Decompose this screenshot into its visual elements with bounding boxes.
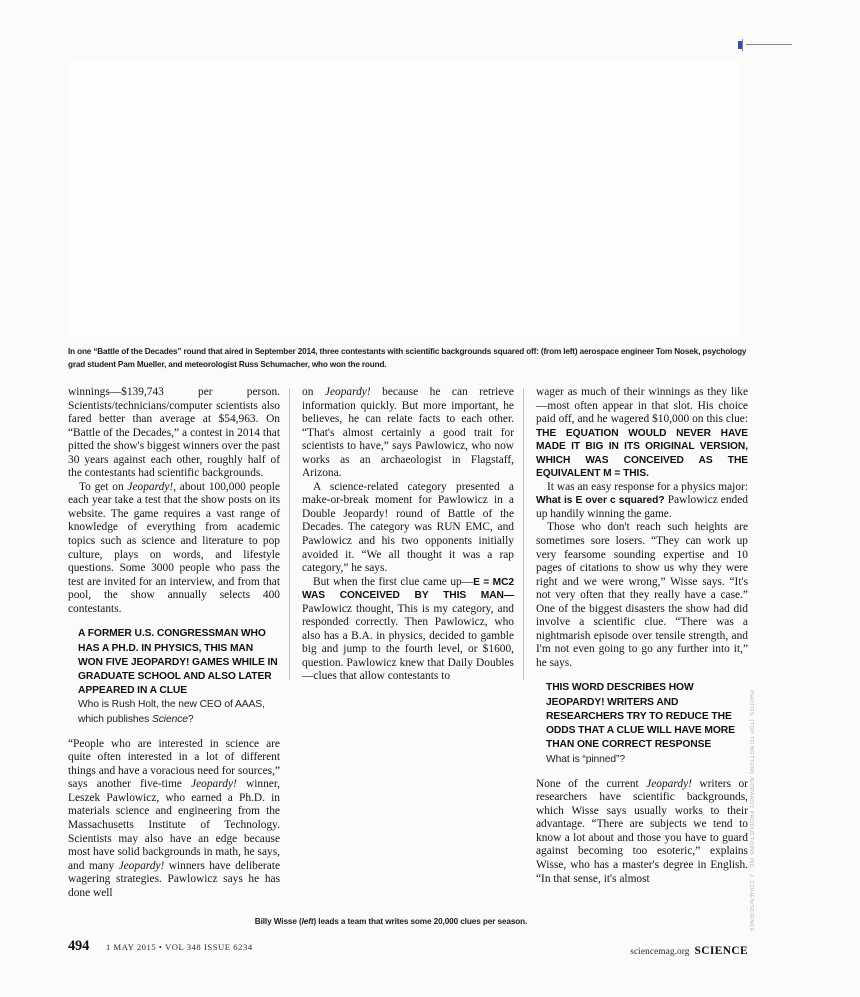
paragraph-text: None of the current	[536, 777, 647, 790]
paragraph-text: Pawlowicz ended up handily winning the game.	[536, 494, 748, 520]
clue-question: A FORMER U.S. CONGRESSMAN WHO HAS A PH.D. IN PHYSICS, THIS MAN WON FIVE JEOPARDY! GAMES WHILE IN GRADUATE SCHOOL AND ALSO LATER APPEARED IN A CLUE	[78, 628, 278, 697]
paragraph-text: winnings—$139,743 per person. Scientists/technicians/computer scientists also fared better than average at $54,963. On “Battle of the Decades,” a contest in 2014 that pitted the show's biggest winners over the past 30 years against each other, roughly half of the contestants had scientific backgrounds.	[68, 386, 280, 480]
show-title-italic: Jeopardy!	[646, 777, 692, 790]
website-url: sciencemag.org	[630, 947, 690, 957]
journal-title-italic: Science	[151, 713, 188, 725]
clue-question: THIS WORD DESCRIBES HOW JEOPARDY! WRITERS AND RESEARCHERS TRY TO REDUCE THE ODDS THAT A CLUE WILL HAVE MORE THAN ONE CORRECT RESPONSE	[546, 682, 735, 751]
paragraph-text: winners have deliberate wagering strategies. Pawlowicz says he has done well	[68, 859, 280, 899]
caption-text: Billy Wisse (	[254, 917, 302, 926]
footer-brand-group	[630, 941, 748, 959]
clue-answer: What is “pinned”?	[546, 753, 625, 765]
paragraph	[536, 386, 748, 481]
paragraph-text: wager as much of their winnings as they like—most often appear in that slot. His choice paid off, and he wagered $10,000 on this clue:	[536, 386, 748, 426]
text-column-3	[536, 386, 748, 886]
inline-answer-text: What is E over c squared?	[536, 495, 665, 507]
paragraph: A science-related category presented a make-or-break moment for Pawlowicz in a Double Jeopardy! round of Battle of the Decades. The category was RUN EMC, and Pawlowicz and his two opponents initially avoided it. “We all thought it was a rap category,” he says.	[302, 480, 514, 575]
inline-clue-text: THE EQUATION WOULD NEVER HAVE MADE IT BIG IN ITS ORIGINAL VERSION, WHICH WAS CONCEIVED AS THE EQUIVALENT M = THIS.	[536, 427, 748, 480]
paragraph-text: It was an easy response for a physics major:	[547, 480, 748, 493]
paragraph	[68, 386, 280, 481]
article-body	[68, 386, 748, 926]
text-column-2	[302, 386, 514, 684]
caption-text: ) leads a team that writes some 20,000 clues per season.	[313, 917, 528, 926]
page-footer	[68, 938, 748, 958]
paragraph	[68, 481, 280, 616]
inline-clue-text: E = MC2 WAS CONCEIVED BY THIS MAN—	[302, 576, 514, 602]
annotation-handle	[738, 41, 743, 49]
clue-box-1	[68, 627, 280, 726]
annotation-line	[746, 44, 792, 45]
paragraph-text: To get on	[79, 480, 128, 493]
issue-line: 1 MAY 2015 • VOL 348 ISSUE 6234	[106, 942, 253, 952]
paragraph	[302, 576, 514, 684]
photo-credit: PHOTOS: (TOP TO BOTTOM) JEOPARDY PRODUCTIONS INC.; J. COHEN/SCIENCE	[748, 690, 754, 933]
caption-italic: left	[301, 917, 314, 926]
paragraph-text: winner, Leszek Pawlowicz, who earned a Ph.D. in materials science and engineering from the Massachusetts Institute of Technology. Scientists may also have an edge because most have solid backgrounds in math, he says, and many	[68, 778, 281, 872]
paragraph-text: , about 100,000 people each year take a test that the show posts on its website. The game requires a vast range of knowledge of everything from academic topics such as science and literature to pop culture, plays on words, and lifestyle questions. Some 3000 people who pass the test are invited for an interview, and from that pool, the show annually selects 400 contestants.	[68, 480, 280, 615]
show-title-italic: Jeopardy!	[118, 859, 165, 872]
show-title-italic: Jeopardy!	[127, 480, 174, 493]
bottom-photo-caption	[226, 916, 556, 928]
text-column-1	[68, 386, 280, 900]
show-title-italic: Jeopardy!	[191, 778, 237, 791]
show-title-italic: Jeopardy!	[324, 386, 371, 398]
magazine-brand: SCIENCE	[694, 945, 748, 957]
column-divider-1	[289, 388, 290, 680]
paragraph-text: because he can retrieve information quickly. But more important, he believes, he can relate facts to each other. “That's almost certainly a good trait for scientists to have,” says Pawlowicz, who now works as an archaeologist in Flagstaff, Arizona.	[302, 386, 514, 480]
paragraph-text: writers or researchers have scientific backgrounds, which Wisse says usually works to their advantage. “There are subjects we tend to know a lot about and those you have to guard against becoming too esoteric,” explains Wisse, who has a master's degree in English. “In that sense, it's almost	[536, 777, 748, 885]
top-photo-caption: In one “Battle of the Decades” round that aired in September 2014, three contestants with scientific backgrounds squared off: (from left) aerospace engineer Tom Nosek, psychology grad student Pam Mueller, and meteorologist Russ Schumacher, who won the round.	[68, 347, 747, 370]
clue-answer-text: ?	[187, 713, 194, 725]
clue-answer-text: Who is Rush Holt, the new CEO of AAAS, which publishes	[78, 699, 265, 725]
paragraph-text: But when the first clue came up—	[313, 575, 474, 588]
paragraph-text: “People who are interested in science are quite often interested in a lot of different things and have a voracious need for sources,” says another five-time	[68, 737, 280, 791]
paragraph-text: on	[302, 386, 325, 398]
paragraph: Those who don't reach such heights are sometimes sore losers. “They can work up very fearsome sounding expertise and 10 pages of citations to show us why they were right and we were wrong,” Wisse says. “It's not very often that they really have a case.” One of the biggest disasters the show had did involve a scientific clue. “There was a nightmarish episode over tensile strength, and I'm not even going to go any further into it,” he says.	[536, 521, 748, 669]
clue-answer	[78, 698, 280, 726]
paragraph-text: Pawlowicz thought, This is my category, and responded correctly. Then Pawlowicz, who also has a B.A. in physics, decided to gamble big and jump to the fourth level, or $1600, question. Pawlowicz knew that Daily Doubles—clues that allow contestants to	[302, 602, 514, 683]
paragraph	[536, 778, 748, 886]
paragraph	[68, 738, 280, 901]
page-number: 494	[68, 938, 90, 954]
annotation-marker-icon	[738, 41, 792, 49]
paragraph	[302, 386, 514, 481]
top-photograph	[68, 60, 740, 336]
column-divider-2	[523, 388, 524, 680]
paragraph	[536, 481, 748, 522]
clue-box-2	[536, 681, 748, 766]
